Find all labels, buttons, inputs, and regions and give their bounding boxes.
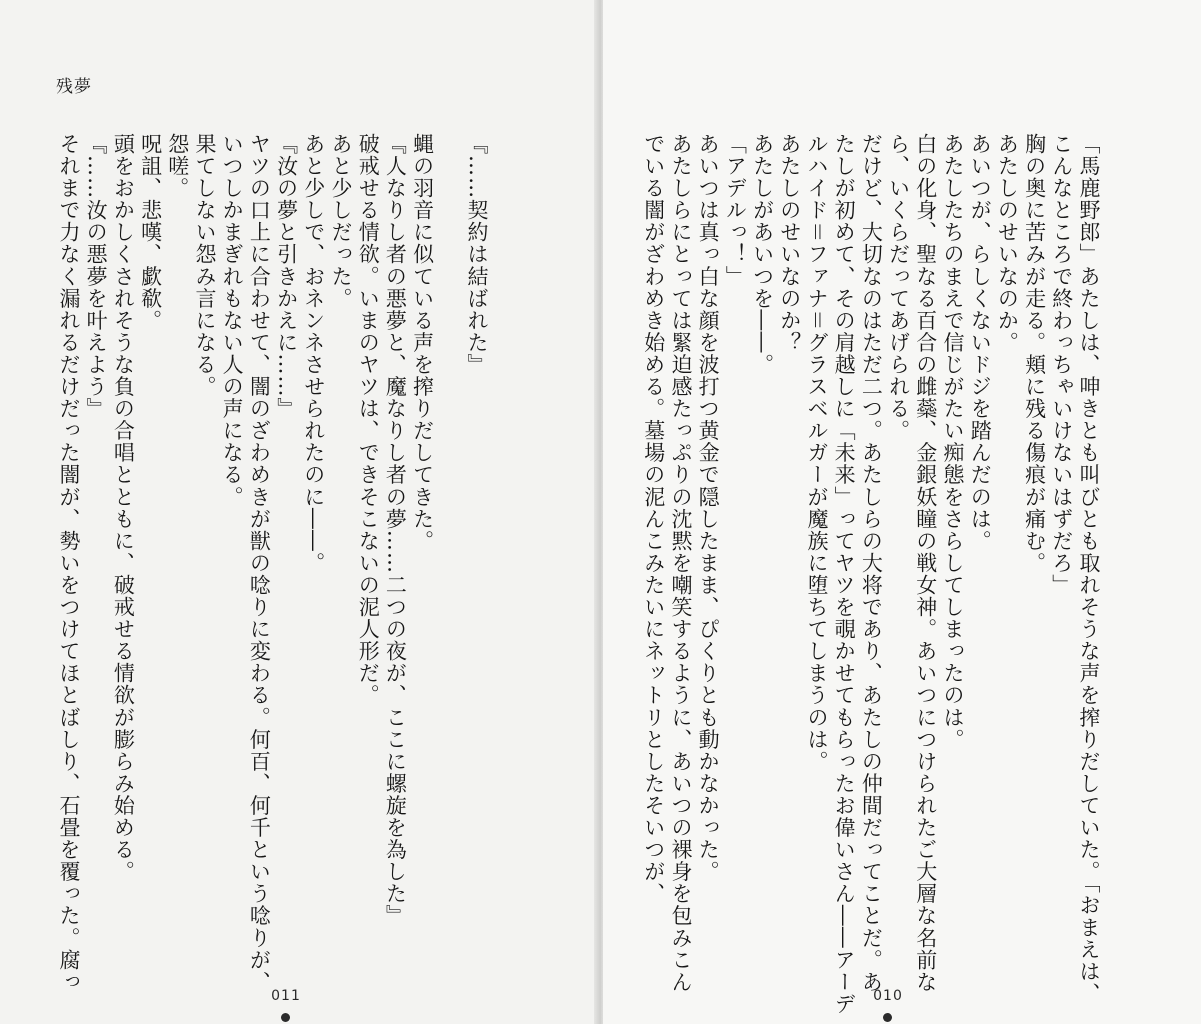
right-page xyxy=(603,0,1201,1024)
text-line: あたしらにとっては緊迫感たっぷりの沈黙を嘲笑するように、あいつの裸身を包みこん xyxy=(668,133,693,993)
text-line: あたしのせいなのか。 xyxy=(995,133,1020,354)
folio-dot-right xyxy=(883,1013,892,1022)
text-line: あたしたちのまえで信じがたい痴態をさらしてしまったのは。 xyxy=(940,133,965,751)
text-line: ら、いくらだってあげられる。 xyxy=(886,133,911,442)
text-line: 果てしない怨み言になる。 xyxy=(192,133,217,398)
page-number-left: 011 xyxy=(271,988,301,1004)
text-line: 『……汝の悪夢を叶えよう』 xyxy=(84,133,109,420)
folio-dot-left xyxy=(281,1013,290,1022)
text-line xyxy=(436,133,463,853)
text-line: 『人なりし者の悪夢と、魔なりし者の夢……二つの夜が、ここに螺旋を為した』 xyxy=(383,133,408,927)
text-line: 破戒せる情欲。いまのヤツは、できそこないの泥人形だ。 xyxy=(356,133,381,707)
left-page-body xyxy=(55,133,490,993)
text-line: 頭をおかしくされそうな負の合唱とともに、破戒せる情欲が膨らみ始める。 xyxy=(111,133,136,883)
running-head: 残夢 xyxy=(56,77,92,97)
text-line: 胸の奥に苦みが走る。頬に残る傷痕が痛む。 xyxy=(1022,133,1047,574)
text-line: あたしがあいつを――。 xyxy=(750,133,775,376)
text-line: 『……契約は結ばれた』 xyxy=(465,133,489,376)
text-line: こんなところで終わっちゃいけないはずだろ」 xyxy=(1049,133,1074,597)
text-line: 呪詛、悲嘆、歔欷。 xyxy=(138,133,163,332)
text-line: あいつが、らしくないドジを踏んだのは。 xyxy=(968,133,993,552)
text-line: でいる闇がざわめき始める。墓場の泥んこみたいにネットリとしたそいつが、 xyxy=(641,133,666,905)
text-line: あたしのせいなのか？ xyxy=(777,133,802,354)
text-line: ルハイド＝ファナ＝グラスベルガーが魔族に堕ちてしまうのは。 xyxy=(804,133,829,773)
left-page xyxy=(0,0,598,1024)
text-line: 白の化身、聖なる百合の雌蘂、金銀妖瞳の戦女神。あいつにつけられたご大層な名前な xyxy=(913,133,938,993)
text-line: たしが初めて、その肩越しに「未来」ってヤツを覗かせてもらったお偉いさん――アーデ xyxy=(832,133,857,1015)
text-line: あと少しで、おネンネさせられたのに――。 xyxy=(301,133,326,574)
text-line: 蝿の羽音に似ている声を搾りだしてきた。 xyxy=(410,133,435,552)
text-line: だけど、大切なのはただ二つ。あたしらの大将であり、あたしの仲間だってことだ。あ xyxy=(859,133,884,993)
page-number-right: 010 xyxy=(873,988,903,1004)
text-line: 「アデルっ！」 xyxy=(723,133,748,288)
text-line: あいつは真っ白な顔を波打つ黄金で隠したまま、ぴくりとも動かなかった。 xyxy=(696,133,721,883)
text-line: それまで力なく漏れるだけだった闇が、勢いをつけてほとばしり、石畳を覆った。腐っ xyxy=(56,133,81,993)
text-line: 『汝の夢と引きかえに……』 xyxy=(274,133,299,420)
text-line: ヤツの口上に合わせて、闇のざわめきが獣の唸りに変わる。何百、何千という唸りが、 xyxy=(247,133,272,993)
text-line: 怨嗟。 xyxy=(165,133,190,200)
text-line: あと少しだった。 xyxy=(328,133,353,310)
text-line: 「馬鹿野郎」あたしは、呻きとも叫びとも取れそうな声を搾りだしていた。「おまえは、 xyxy=(1077,133,1101,1005)
text-line: いつしかまぎれもない人の声になる。 xyxy=(220,133,245,508)
